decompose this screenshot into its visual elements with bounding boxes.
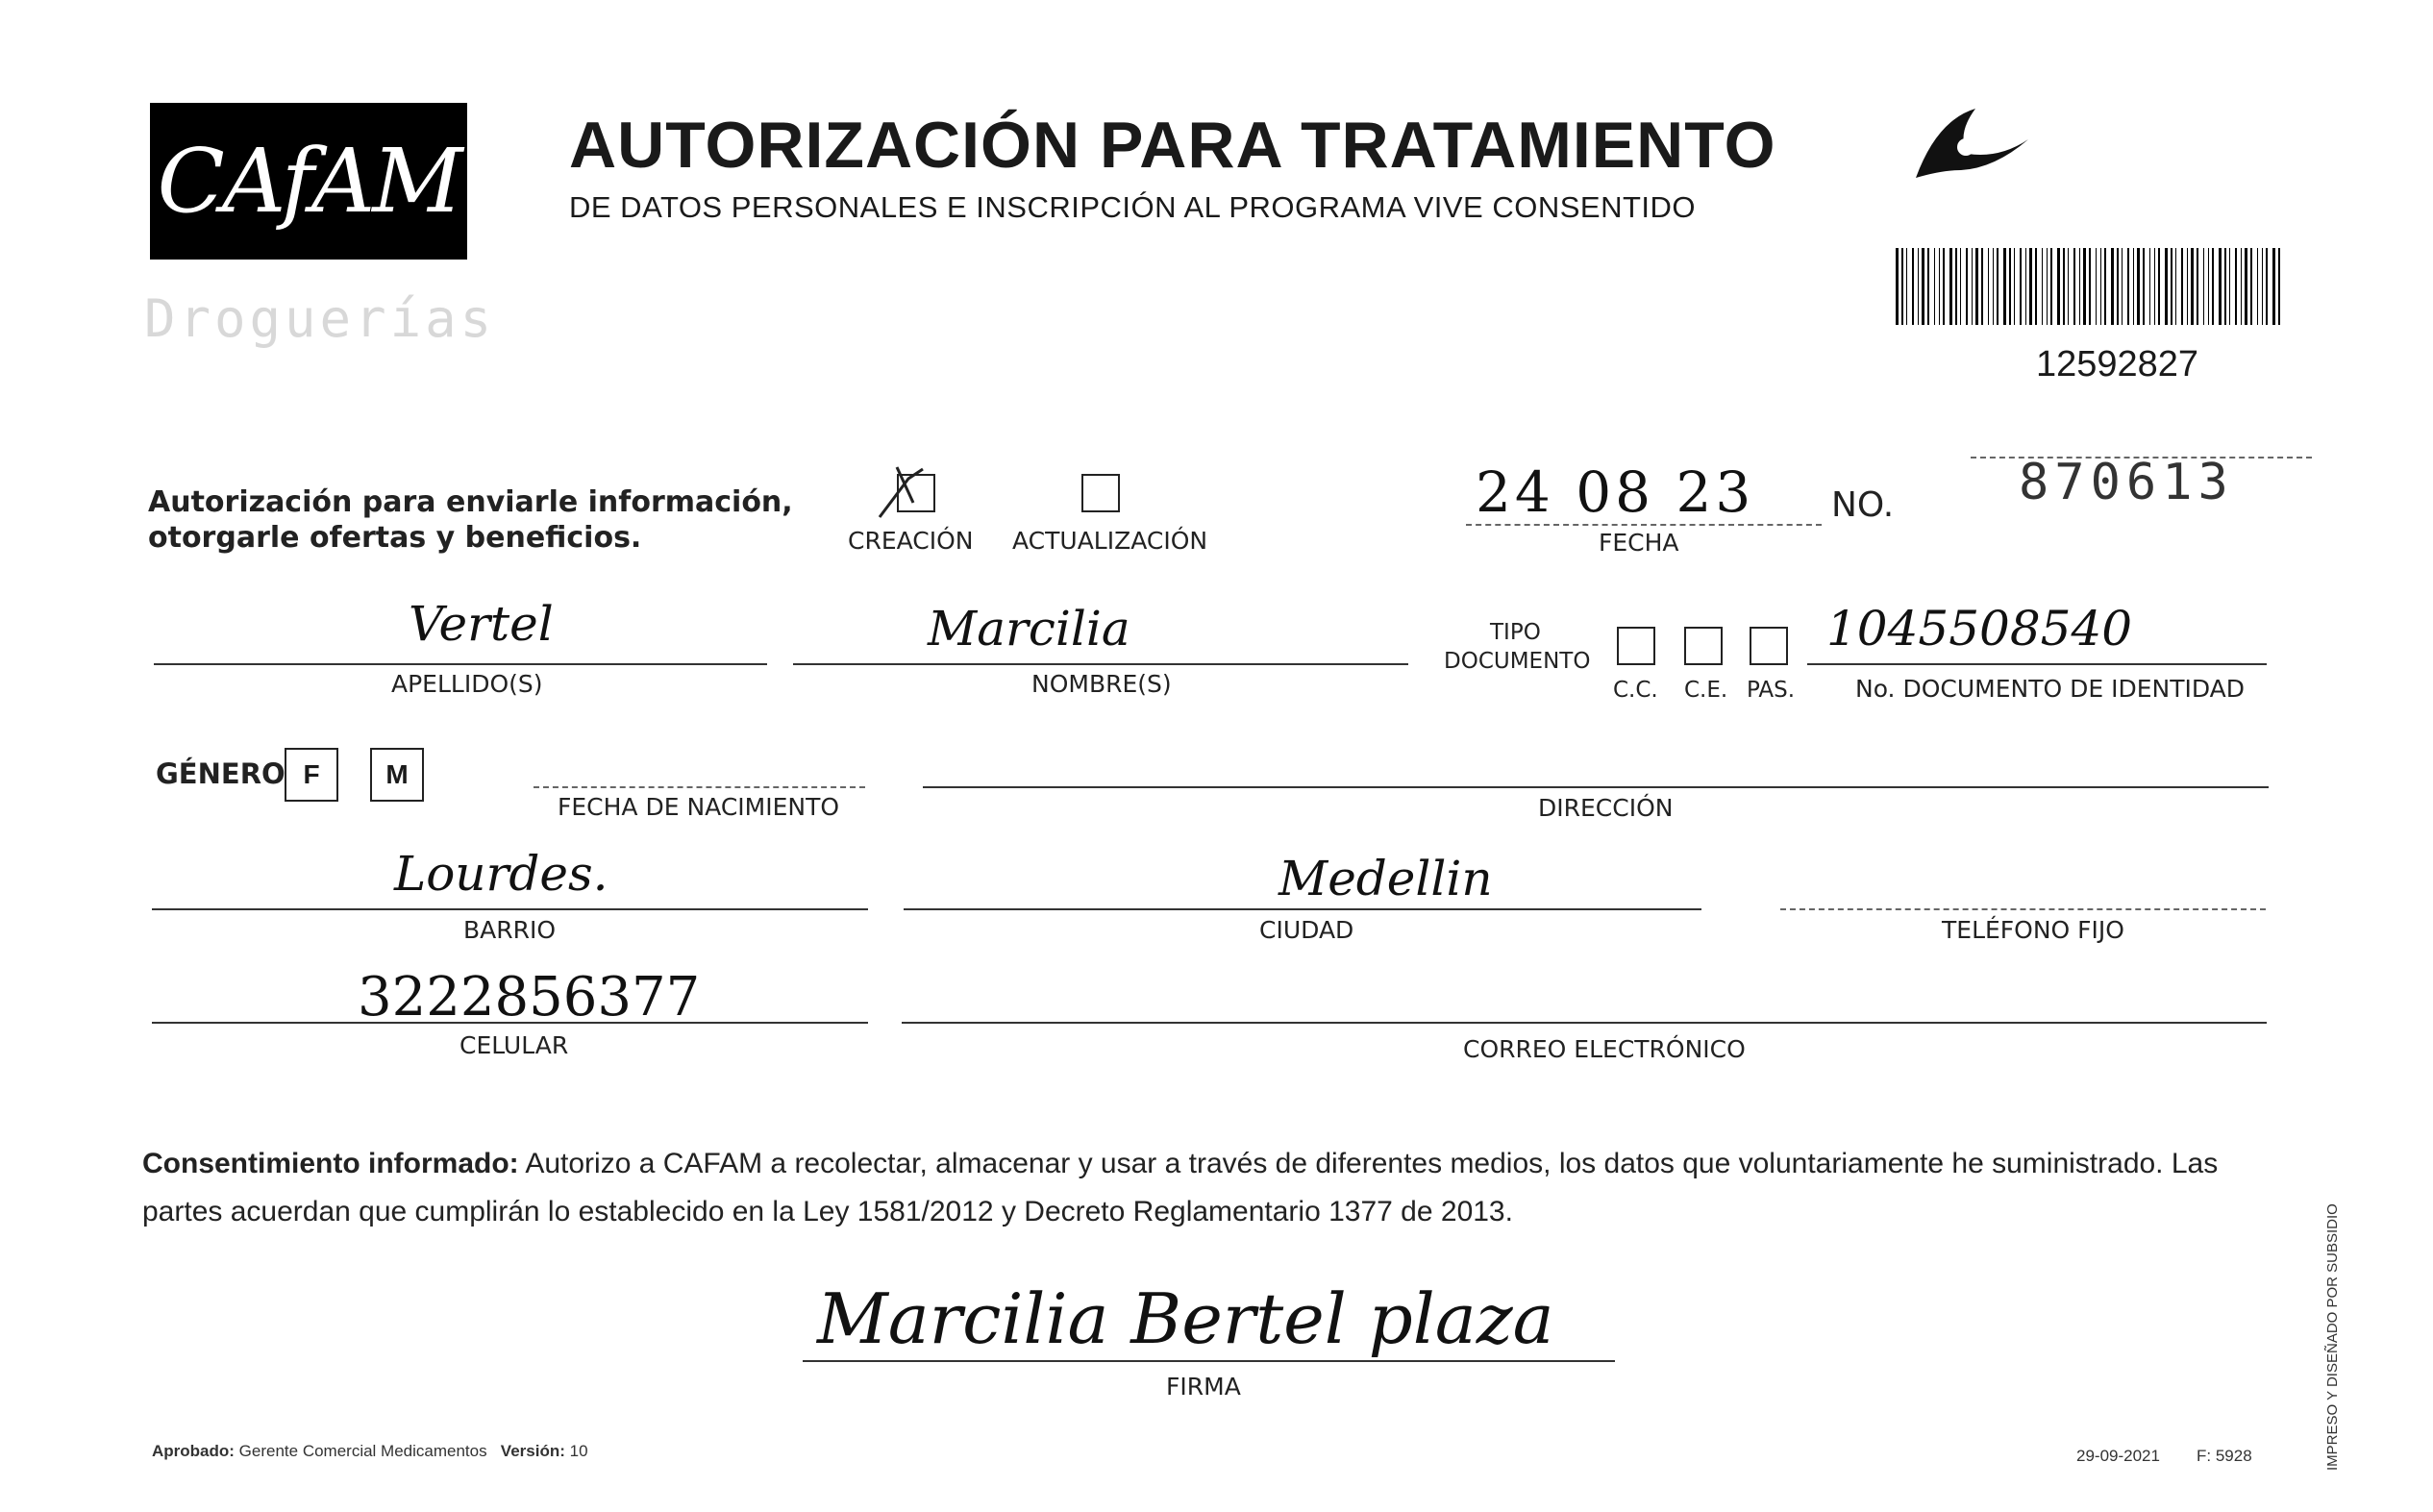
barcode-bar: [2154, 248, 2155, 325]
document-number-line: [1807, 663, 2267, 665]
neighborhood-label: BARRIO: [463, 916, 557, 944]
barcode-bar: [2250, 248, 2252, 325]
barcode-bar: [2158, 248, 2160, 325]
barcode-bar: [2175, 248, 2176, 325]
barcode-bar: [2014, 248, 2015, 325]
doc-type-label-1: TIPO: [1490, 620, 1541, 645]
barcode-bar: [2122, 248, 2123, 325]
barcode-bar: [2025, 248, 2026, 325]
gender-m-box[interactable]: M: [370, 748, 424, 802]
signature-value: Marcilia Bertel plaza: [817, 1278, 1554, 1359]
barcode-bar: [2029, 248, 2032, 325]
authorization-label-line-2: otorgarle ofertas y beneficios.: [148, 521, 642, 555]
signature-line: [803, 1360, 1615, 1362]
barcode-bar: [2063, 248, 2065, 325]
date-line: [1466, 524, 1822, 526]
barcode-bar: [2035, 248, 2037, 325]
barcode-bar: [1949, 248, 1952, 325]
barcode-bar: [2235, 248, 2237, 325]
name-value: Marcilia: [928, 601, 1130, 657]
barcode-bar: [1901, 248, 1903, 325]
side-print-note: IMPRESO Y DISEÑADO POR SUBSIDIO: [2324, 1203, 2341, 1471]
barcode-bar: [1955, 248, 1957, 325]
barcode-bar: [1934, 248, 1935, 325]
authorization-label-line-1: Autorización para enviarle información,: [148, 485, 793, 519]
logo-subtitle: Droguerías: [144, 288, 496, 349]
doc-type-label-2: DOCUMENTO: [1444, 649, 1591, 674]
barcode-bar: [1922, 248, 1924, 325]
barcode-bar: [2143, 248, 2145, 325]
surname-label: APELLIDO(S): [391, 670, 543, 698]
consent-lead: Consentimiento informado:: [142, 1148, 519, 1179]
barcode-bar: [2137, 248, 2140, 325]
address-label: DIRECCIÓN: [1538, 794, 1674, 822]
barcode-bar: [2127, 248, 2129, 325]
doc-type-ce-checkbox[interactable]: [1684, 627, 1723, 665]
neighborhood-line: [152, 908, 868, 910]
barcode-bar: [1943, 248, 1945, 325]
barcode-bar: [2111, 248, 2114, 325]
barcode-bar: [2133, 248, 2134, 325]
barcode-bar: [2203, 248, 2204, 325]
signature-label: FIRMA: [1166, 1373, 1241, 1400]
barcode-bar: [1927, 248, 1929, 325]
form-subtitle: DE DATOS PERSONALES E INSCRIPCIÓN AL PROGRAMA VIVE CONSENTIDO: [569, 190, 1697, 224]
barcode-bar: [2003, 248, 2006, 325]
footer-code: F: 5928: [2197, 1447, 2252, 1465]
barcode-bar: [2278, 248, 2280, 325]
email-label: CORREO ELECTRÓNICO: [1463, 1035, 1746, 1063]
barcode-bar: [1918, 248, 1919, 325]
creation-label: CREACIÓN: [848, 527, 974, 555]
barcode-bar: [2083, 248, 2086, 325]
barcode-bar: [1960, 248, 1961, 325]
barcode-bar: [2266, 248, 2268, 325]
date-label: FECHA: [1599, 529, 1679, 557]
city-value: Medellin: [1279, 851, 1493, 906]
barcode-bar: [1981, 248, 1983, 325]
barcode-bar: [2165, 248, 2168, 325]
barcode-bar: [1988, 248, 1989, 325]
number-value: 870613: [2019, 454, 2234, 511]
barcode-bar: [2224, 248, 2226, 325]
barcode-bar: [2257, 248, 2258, 325]
barcode-bar: [1906, 248, 1907, 325]
document-number-label: No. DOCUMENTO DE IDENTIDAD: [1855, 675, 2246, 703]
barcode-bar: [1993, 248, 1994, 325]
barcode-bar: [2181, 248, 2183, 325]
barcode-bar: [2057, 248, 2060, 325]
footer-approval: Aprobado: Gerente Comercial Medicamentos Versión: 10: [152, 1442, 588, 1460]
barcode-bar: [2079, 248, 2080, 325]
footer-date: 29-09-2021: [2076, 1447, 2160, 1465]
mobile-line: [152, 1022, 868, 1024]
barcode-bar: [2208, 248, 2209, 325]
doc-type-ce-label: C.E.: [1684, 678, 1728, 703]
barcode-bar: [2241, 248, 2242, 325]
barcode-bar: [2262, 248, 2263, 325]
form-title: AUTORIZACIÓN PARA TRATAMIENTO: [569, 109, 1776, 182]
barcode-bar: [2104, 248, 2106, 325]
cafam-logo: CAfAM: [150, 103, 467, 260]
phone-line: [1780, 908, 2266, 910]
barcode-bar: [2050, 248, 2052, 325]
city-label: CIUDAD: [1259, 916, 1354, 944]
barcode-bar: [2197, 248, 2198, 325]
gender-label: GÉNERO: [156, 757, 286, 790]
barcode-bar: [2047, 248, 2048, 325]
barcode-bar: [2009, 248, 2011, 325]
vive-consentido-logo: [1908, 101, 2033, 187]
barcode-bar: [2068, 248, 2069, 325]
birth-date-label: FECHA DE NACIMIENTO: [558, 793, 840, 821]
phone-label: TELÉFONO FIJO: [1942, 916, 2124, 944]
consent-paragraph: [142, 1140, 2276, 1236]
barcode-bar: [2073, 248, 2075, 325]
barcode-bar: [2089, 248, 2091, 325]
surname-value: Vertel: [409, 596, 554, 652]
date-value: 24 08 23: [1476, 459, 1755, 525]
barcode-bar: [2245, 248, 2247, 325]
name-line: [793, 663, 1408, 665]
number-label: NO.: [1831, 485, 1895, 525]
mobile-label: CELULAR: [459, 1031, 569, 1059]
barcode-bar: [2171, 248, 2172, 325]
barcode-bar: [1975, 248, 1978, 325]
update-label: ACTUALIZACIÓN: [1012, 527, 1208, 555]
barcode-bar: [2042, 248, 2043, 325]
surname-line: [154, 663, 767, 665]
address-line: [923, 786, 2269, 788]
email-line: [902, 1022, 2267, 1024]
barcode-bar: [2117, 248, 2119, 325]
name-label: NOMBRE(S): [1031, 670, 1172, 698]
barcode-bar: [2272, 248, 2275, 325]
barcode-number: 12592827: [2036, 344, 2199, 384]
doc-type-pas-checkbox[interactable]: [1750, 627, 1788, 665]
barcode-bar: [1997, 248, 1999, 325]
barcode-bar: [2191, 248, 2194, 325]
city-line: [904, 908, 1701, 910]
barcode-bar: [2212, 248, 2214, 325]
doc-type-cc-label: C.C.: [1613, 678, 1658, 703]
doc-type-cc-checkbox[interactable]: [1617, 627, 1655, 665]
update-checkbox[interactable]: [1081, 474, 1120, 512]
barcode-bar: [2020, 248, 2022, 325]
gender-f-box[interactable]: F: [285, 748, 338, 802]
barcode-bar: [1966, 248, 1968, 325]
mobile-value: 3222856377: [358, 966, 701, 1029]
barcode-bar: [2187, 248, 2188, 325]
barcode-bar: [2149, 248, 2150, 325]
document-number-value: 1045508540: [1826, 601, 2133, 657]
barcode-bar: [2229, 248, 2230, 325]
barcode-bar: [2096, 248, 2097, 325]
birth-date-line: [534, 786, 865, 788]
barcode-bar: [1912, 248, 1914, 325]
neighborhood-value: Lourdes.: [394, 846, 608, 902]
consent-text: Autorizo a CAFAM a recolectar, almacenar y usar a través de diferentes medios, los datos que voluntariamente he suministrado. Las partes acuerdan que cumplirán lo establecido en la Ley 1581/2012 y Decreto Reglamentario 1377 de 2013.: [142, 1148, 2219, 1227]
barcode-bar: [1972, 248, 1973, 325]
barcode-bar: [1939, 248, 1940, 325]
check-mark-icon: [870, 459, 937, 527]
doc-type-pas-label: PAS.: [1747, 678, 1796, 703]
barcode: [1896, 248, 2282, 325]
barcode-bar: [2100, 248, 2101, 325]
barcode-bar: [1896, 248, 1899, 325]
barcode-bar: [2219, 248, 2222, 325]
